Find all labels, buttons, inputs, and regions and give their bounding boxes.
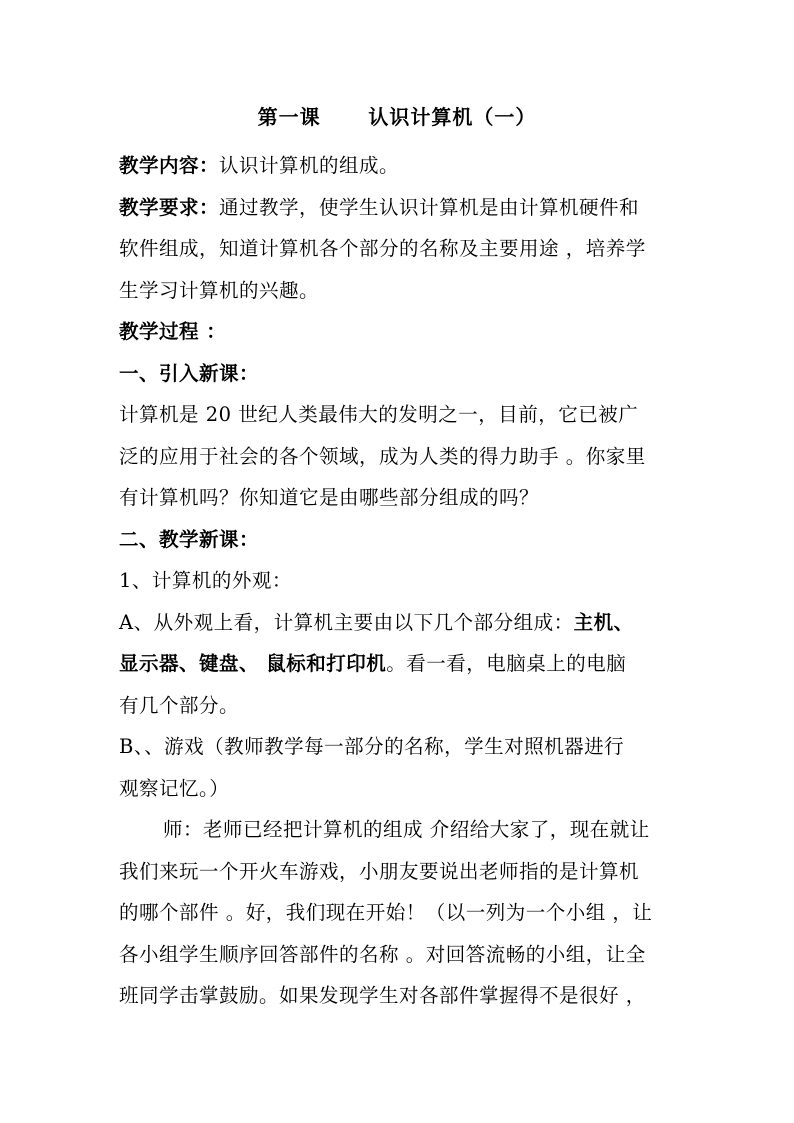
paragraph-line: 生学习计算机的兴趣。 — [119, 278, 320, 302]
paragraph-line: 班同学击掌鼓励。如果发现学生对各部件掌握得不是很好 ， — [119, 984, 646, 1007]
paragraph-line: A、从外观上看，计算机主要由以下几个部分组成：主机、 — [119, 610, 634, 634]
paragraph-line: B、、游戏（教师教学每一部分的名称，学生对照机器进行 — [119, 735, 625, 758]
paragraph-line: 有几个部分。 — [119, 693, 240, 717]
paragraph-line: 计算机是 20 世纪人类最伟大的发明之一，目前，它已被广 — [119, 403, 639, 426]
paragraph-line: 显示器、键盘、 鼠标和打印机。看一看，电脑桌上的电脑 — [119, 652, 627, 675]
teaching-requirement-line — [119, 187, 679, 229]
lesson-body — [119, 145, 679, 1017]
paragraph-line: 泛的应用于社会的各个领域，成为人类的得力助手 。你家里 — [119, 444, 646, 468]
subsection-heading: 1、计算机的外观： — [119, 569, 292, 592]
paragraph-line: 软件组成，知道计算机各个部分的名称及主要用途 ，培养学 — [119, 237, 646, 260]
teaching-process-heading: 教学过程 ： — [119, 320, 227, 343]
teaching-content-label: 教学内容： — [119, 154, 220, 177]
lesson-title: 第一课 认识计算机（一） — [257, 105, 537, 129]
paragraph-line: 我们来玩一个开火车游戏，小朋友要说出老师指的是计算机 — [119, 859, 640, 883]
bold-term: 主机、 — [573, 610, 634, 634]
paragraph-line: 师：老师已经把计算机的组成 介绍给大家了，现在就让 — [163, 818, 650, 841]
paragraph-line: 各小组学生顺序回答部件的名称 。对回答流畅的小组，让全 — [119, 942, 646, 966]
section-heading-intro: 一、引入新课： — [119, 361, 260, 385]
paragraph-line: 的哪个部件 。好，我们现在开始！（以一列为一个小组 ，让 — [119, 901, 653, 924]
teaching-requirement-label: 教学要求： — [119, 195, 220, 219]
section-heading-new-lesson: 二、教学新课： — [119, 527, 260, 551]
teaching-content-text: 认识计算机的组成。 — [219, 154, 400, 177]
bold-term: 显示器、键盘、 鼠标和打印机 — [119, 652, 387, 675]
teaching-content-line — [119, 145, 679, 187]
teaching-requirement-text: 通过教学，使学生认识计算机是由计算机硬件和 — [219, 195, 640, 219]
paragraph-line: 有计算机吗？你知道它是由哪些部分组成的吗？ — [119, 486, 540, 509]
paragraph-line: 观察记忆。） — [119, 776, 230, 800]
